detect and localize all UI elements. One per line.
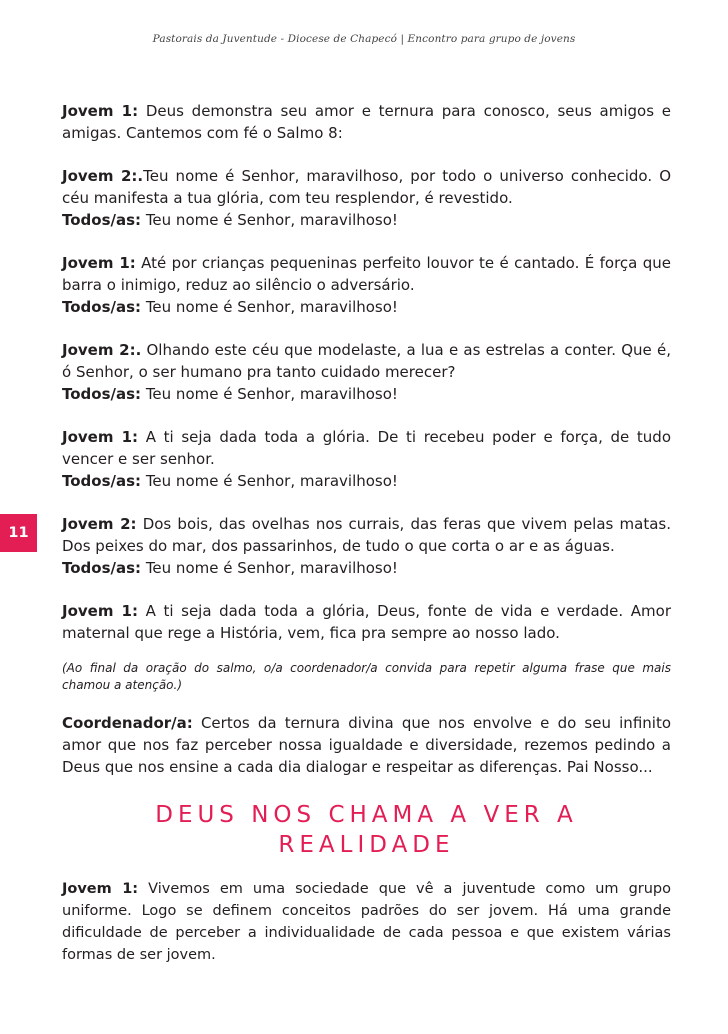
page-number-tab bbox=[0, 514, 37, 552]
speaker-label: Coordenador/a: bbox=[62, 714, 193, 732]
speaker-label: Todos/as: bbox=[62, 559, 142, 577]
speaker-label: Jovem 1: bbox=[62, 881, 139, 897]
dialogue-line bbox=[62, 383, 671, 405]
speech-text: Dos bois, das ovelhas nos currais, das feras que vivem pelas matas. Dos peixes do mar, dos passarinhos, de tudo o que corta o ar e as águas. bbox=[62, 515, 671, 555]
dialogue-line bbox=[62, 252, 671, 296]
speech-text: Teu nome é Senhor, maravilhoso! bbox=[141, 211, 398, 229]
speaker-label: Jovem 2:. bbox=[62, 167, 144, 185]
coordinator-paragraph bbox=[62, 712, 671, 778]
dialogue-line bbox=[62, 600, 671, 644]
speaker-label: Jovem 1: bbox=[62, 428, 139, 446]
speaker-label: Jovem 1: bbox=[62, 102, 139, 120]
dialogue-line bbox=[62, 339, 671, 383]
speech-text: A ti seja dada toda a glória. De ti recebeu poder e força, de tudo vencer e ser senhor. bbox=[62, 428, 671, 468]
running-header: Pastorais da Juventude - Diocese de Chapecó | Encontro para grupo de jovens bbox=[152, 33, 576, 45]
dialogue-block bbox=[62, 252, 671, 318]
speech-text: Teu nome é Senhor, maravilhoso, por todo o universo conhecido. O céu manifesta a tua glória, com teu resplendor, é revestido. bbox=[62, 167, 671, 207]
dialogue-block bbox=[62, 600, 671, 644]
speaker-label: Jovem 1: bbox=[62, 254, 136, 272]
speaker-label: Jovem 1: bbox=[62, 602, 138, 620]
psalm-dialogue bbox=[62, 100, 671, 644]
section-title: DEUS NOS CHAMA A VER A REALIDADE bbox=[155, 802, 578, 858]
speaker-label: Todos/as: bbox=[62, 298, 142, 316]
dialogue-line bbox=[62, 557, 671, 579]
dialogue-block bbox=[62, 513, 671, 579]
speaker-label: Todos/as: bbox=[62, 472, 142, 490]
dialogue-block bbox=[62, 100, 671, 144]
dialogue-line bbox=[62, 296, 671, 318]
speaker-label: Todos/as: bbox=[62, 385, 142, 403]
speech-text: Certos da ternura divina que nos envolve e do seu infinito amor que nos faz perceber nossa igualdade e diversidade, rezemos pedindo a Deus que nos ensine a cada dia dialogar e respeitar as diferenças. Pai Nosso... bbox=[62, 714, 671, 776]
dialogue-line bbox=[62, 165, 671, 209]
dialogue-line bbox=[62, 513, 671, 557]
speaker-label: Jovem 2:. bbox=[62, 341, 142, 359]
dialogue-line bbox=[62, 426, 671, 470]
speech-text: Teu nome é Senhor, maravilhoso! bbox=[141, 298, 398, 316]
speaker-label: Jovem 2: bbox=[62, 515, 137, 533]
page-number: 11 bbox=[8, 525, 29, 541]
dialogue-block bbox=[62, 165, 671, 231]
speaker-label: Todos/as: bbox=[62, 211, 142, 229]
dialogue-block bbox=[62, 339, 671, 405]
speech-text: Olhando este céu que modelaste, a lua e as estrelas a conter. Que é, ó Senhor, o ser humano pra tanto cuidado merecer? bbox=[62, 341, 671, 381]
speech-text: Teu nome é Senhor, maravilhoso! bbox=[141, 559, 398, 577]
dialogue-line bbox=[62, 209, 671, 231]
speech-text: Teu nome é Senhor, maravilhoso! bbox=[141, 472, 398, 490]
dialogue-line bbox=[62, 470, 671, 492]
speech-text: Deus demonstra seu amor e ternura para conosco, seus amigos e amigas. Cantemos com fé o Salmo 8: bbox=[62, 102, 672, 142]
speech-text: A ti seja dada toda a glória, Deus, fonte de vida e verdade. Amor maternal que rege a História, vem, fica pra sempre ao nosso lado. bbox=[62, 602, 672, 642]
dialogue-block bbox=[62, 426, 671, 492]
speech-text: Até por crianças pequeninas perfeito louvor te é cantado. É força que barra o inimigo, reduz ao silêncio o adversário. bbox=[62, 254, 671, 294]
page-content bbox=[62, 100, 671, 966]
final-paragraph bbox=[62, 878, 671, 966]
instruction-note: (Ao final da oração do salmo, o/a coordenador/a convida para repetir alguma frase que mais chamou a atenção.) bbox=[62, 661, 671, 692]
speech-text: Teu nome é Senhor, maravilhoso! bbox=[141, 385, 398, 403]
speech-text: Vivemos em uma sociedade que vê a juventude como um grupo uniforme. Logo se definem conceitos padrões do ser jovem. Há uma grande dificuldade de perceber a individualidade de cada pessoa e que existem várias formas de ser jovem. bbox=[62, 881, 672, 963]
dialogue-line bbox=[62, 100, 671, 144]
